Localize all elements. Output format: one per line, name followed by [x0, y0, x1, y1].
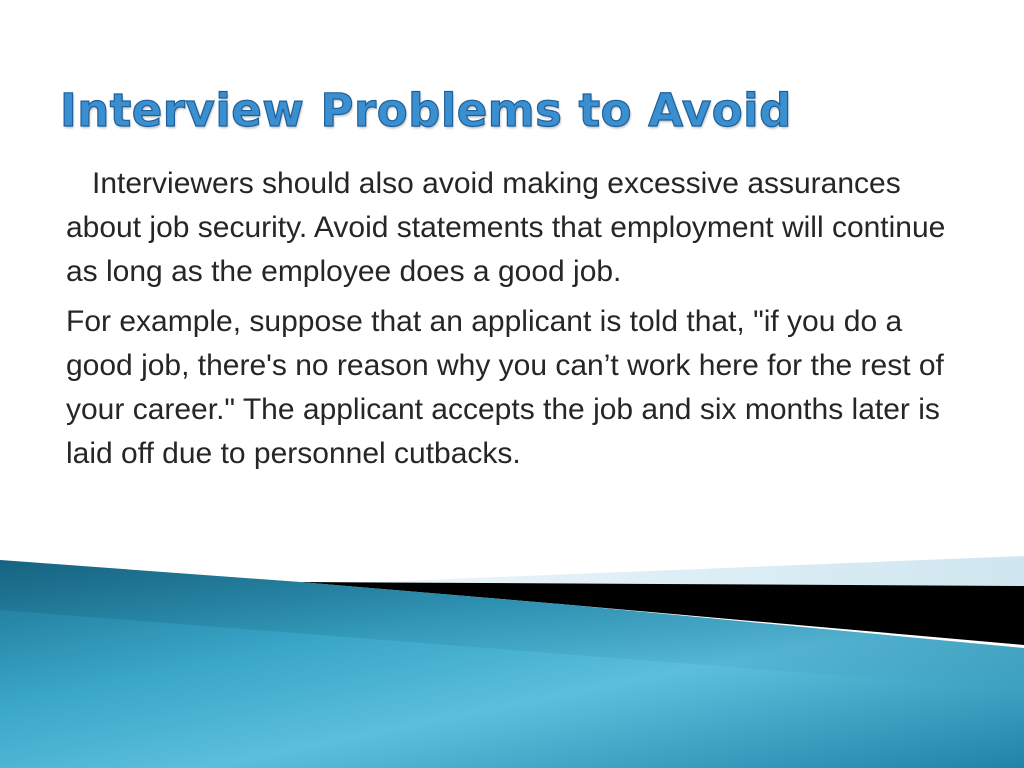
paragraph-job-security: Interviewers should also avoid making excessive assurances about job security. Avoid statements that employment will continue as long as the employee does a good job. [66, 167, 946, 288]
slide-title: Interview Problems to Avoid [60, 84, 792, 137]
paragraph-example: For example, suppose that an applicant is told that, "if you do a good job, there's no reason why you can’t work here for the rest of your career." The applicant accepts the job and six months later is laid off due to personnel cutbacks. [66, 305, 944, 470]
